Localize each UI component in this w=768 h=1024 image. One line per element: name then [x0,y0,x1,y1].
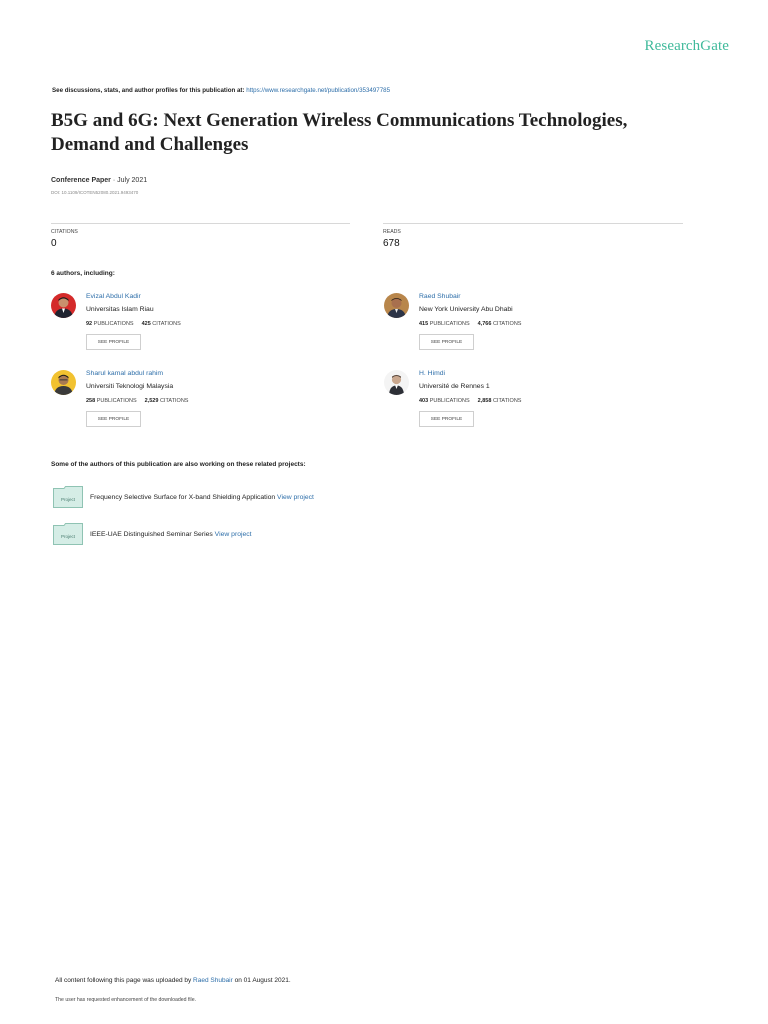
author-name-link[interactable]: Evizal Abdul Kadir [86,293,141,300]
divider-citations [51,223,350,224]
folder-icon [53,523,83,545]
publication-type [51,177,147,184]
see-profile-button[interactable]: SEE PROFILE [86,334,141,350]
publications-label: PUBLICATIONS [428,321,470,327]
discussions-line [52,87,390,94]
citations-value: 0 [51,238,57,249]
project-text [90,494,314,501]
citations-label: CITATIONS [491,321,522,327]
publications-count: 415 [419,321,429,327]
folder-icon [53,486,83,508]
citations-label: CITATIONS [51,229,78,235]
related-projects-heading: Some of the authors of this publication are also working on these related projects: [51,461,306,468]
citations-count: 425 [141,321,151,327]
project-text [90,531,252,538]
author-name-link[interactable]: Raed Shubair [419,293,461,300]
researchgate-logo[interactable]: ResearchGate [644,38,729,54]
author-avatar[interactable] [51,293,76,318]
project-item [53,523,453,547]
author-card [384,370,684,440]
publications-label: PUBLICATIONS [428,398,470,404]
author-stats [419,321,521,327]
project-badge-label: Project [60,497,76,502]
reads-value: 678 [383,238,400,249]
citations-count: 2,529 [144,398,159,404]
publications-label: PUBLICATIONS [92,321,134,327]
author-name-link[interactable]: Sharul kamal abdul rahim [86,370,164,377]
publications-label: PUBLICATIONS [95,398,137,404]
upload-suffix: on 01 August 2021. [232,977,291,984]
author-name-link[interactable]: H. Himdi [419,370,446,377]
reads-label: READS [383,229,401,235]
publication-date: · July 2021 [110,177,148,184]
divider-reads [383,223,683,224]
author-card [384,293,684,363]
citations-count: 4,766 [477,321,492,327]
publication-type-label: Conference Paper [51,177,111,184]
author-stats [419,398,521,404]
enhancement-note: The user has requested enhancement of the downloaded file. [55,997,197,1003]
author-card [51,293,351,363]
author-card [51,370,351,440]
author-institution: Universiti Teknologi Malaysia [86,383,174,390]
view-project-link[interactable]: View project [277,494,314,501]
project-title: Frequency Selective Surface for X-band Shielding Application [90,494,278,501]
project-title: IEEE-UAE Distinguished Seminar Series [90,531,215,538]
upload-info [55,977,291,984]
doi: DOI: 10.1109/ICOTEN52080.2021.9493470 [51,190,139,195]
author-stats [86,321,181,327]
upload-prefix: All content following this page was uploaded by [55,977,194,984]
project-item [53,486,453,510]
see-profile-button[interactable]: SEE PROFILE [86,411,141,427]
authors-heading: 6 authors, including: [51,270,115,277]
author-institution: Universitas Islam Riau [86,306,154,313]
paper-title: B5G and 6G: Next Generation Wireless Communications Technologies, Demand and Challenges [51,110,628,155]
publication-url-link[interactable]: https://www.researchgate.net/publication/353497785 [246,87,391,94]
see-profile-button[interactable]: SEE PROFILE [419,334,474,350]
author-avatar[interactable] [384,370,409,395]
author-avatar[interactable] [51,370,76,395]
see-profile-button[interactable]: SEE PROFILE [419,411,474,427]
citations-label: CITATIONS [150,321,181,327]
publications-count: 92 [86,321,93,327]
citations-label: CITATIONS [158,398,189,404]
uploader-link[interactable]: Raed Shubair [193,977,233,984]
citations-label: CITATIONS [491,398,522,404]
author-stats [86,398,188,404]
citations-count: 2,858 [477,398,492,404]
author-avatar[interactable] [384,293,409,318]
project-badge-label: Project [60,534,76,539]
discussions-text: See discussions, stats, and author profiles for this publication at: [52,87,247,94]
publications-count: 258 [86,398,96,404]
author-institution: Université de Rennes 1 [419,383,490,390]
view-project-link[interactable]: View project [214,531,252,538]
author-institution: New York University Abu Dhabi [419,306,513,313]
publications-count: 403 [419,398,429,404]
